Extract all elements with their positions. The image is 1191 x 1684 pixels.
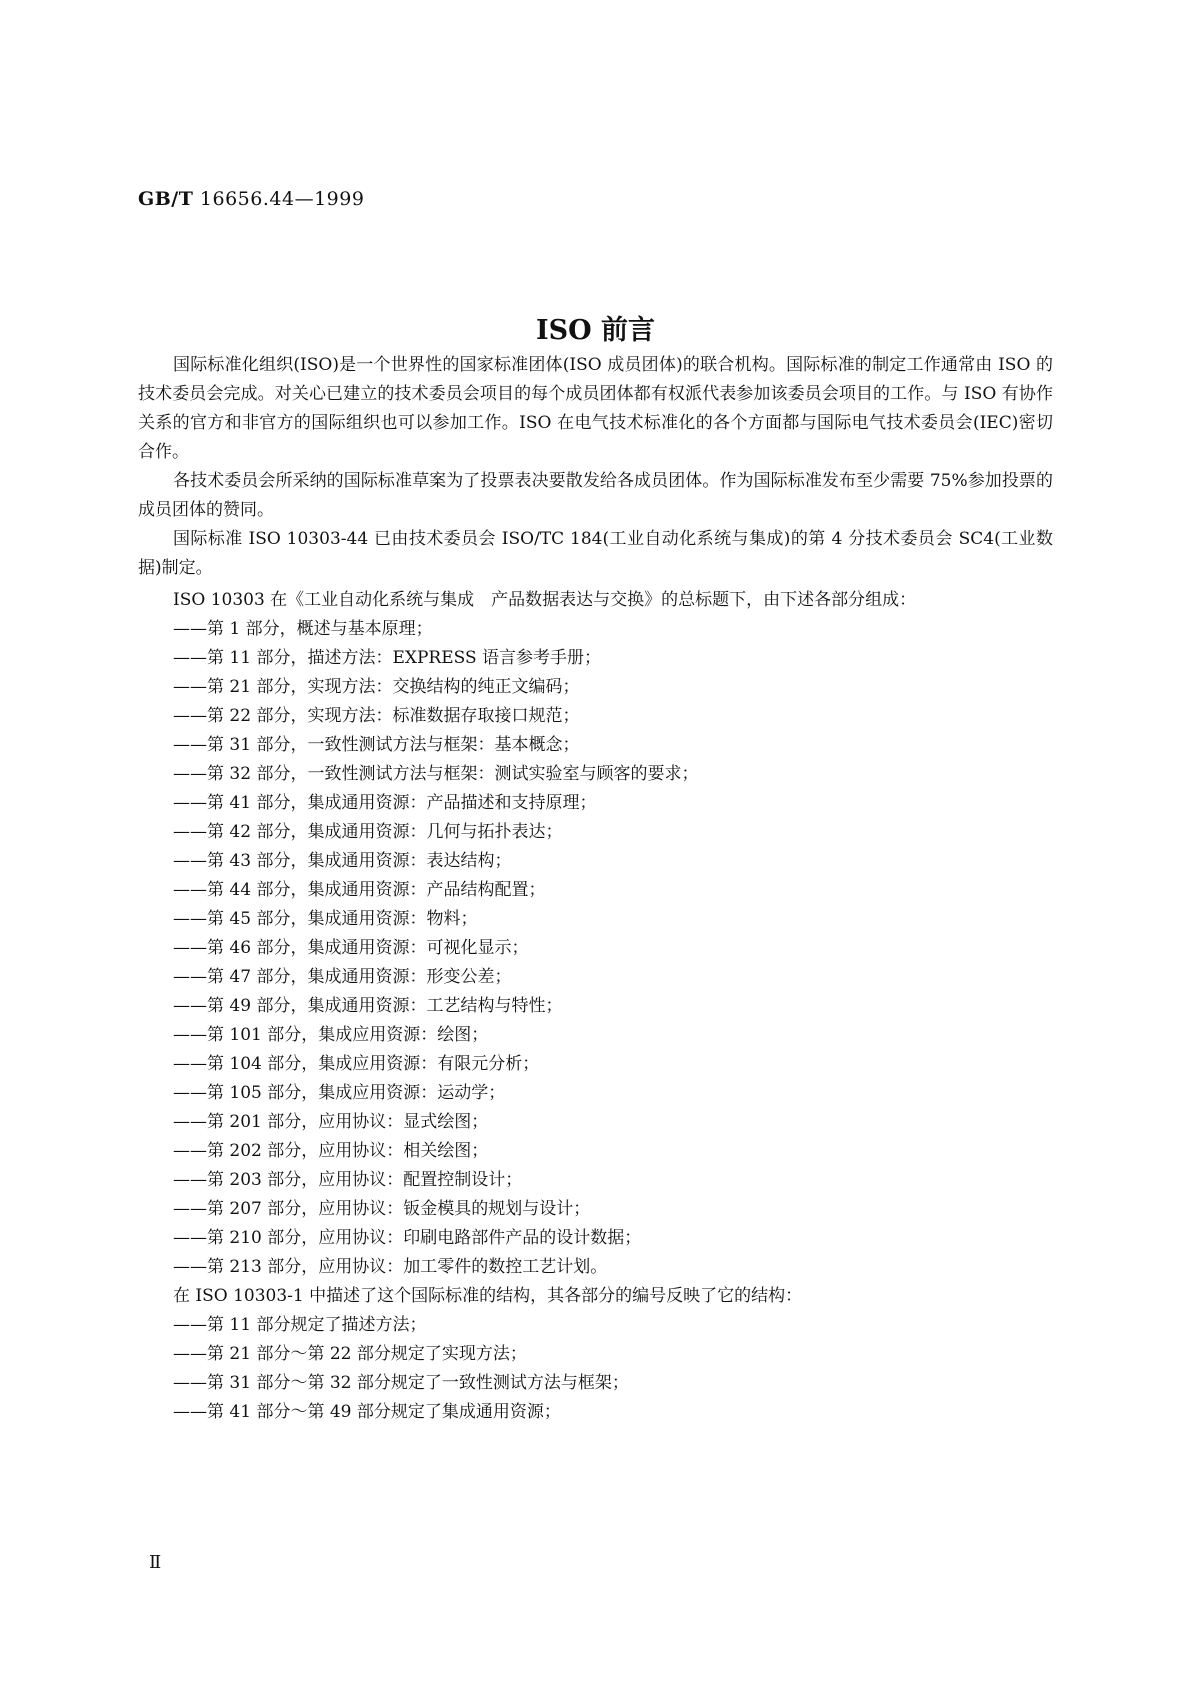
list-item: ——第 213 部分，应用协议：加工零件的数控工艺计划。: [173, 1257, 608, 1277]
list-item: ——第 21 部分～第 22 部分规定了实现方法；: [173, 1344, 527, 1364]
paragraph-3: 国际标准 ISO 10303-44 已由技术委员会 ISO/TC 184(工业自动化系统与集成)的第 4 分技术委员会 SC4(工业数据)制定。: [138, 529, 1053, 578]
list-item: ——第 41 部分～第 49 部分规定了集成通用资源；: [173, 1402, 561, 1422]
structure-line: 在 ISO 10303-1 中描述了这个国际标准的结构，其各部分的编号反映了它的结构：: [173, 1286, 803, 1306]
list-item: ——第 47 部分，集成通用资源：形变公差；: [173, 967, 512, 987]
list-item: ——第 101 部分，集成应用资源：绘图；: [173, 1025, 489, 1045]
list-item: ——第 31 部分～第 32 部分规定了一致性测试方法与框架；: [173, 1373, 629, 1393]
list-item: ——第 210 部分，应用协议：印刷电路部件产品的设计数据；: [173, 1228, 642, 1248]
list-item: ——第 202 部分，应用协议：相关绘图；: [173, 1141, 489, 1161]
list-item: ——第 22 部分，实现方法：标准数据存取接口规范；: [173, 706, 580, 726]
list-item: ——第 32 部分，一致性测试方法与框架：测试实验室与顾客的要求；: [173, 764, 699, 784]
page-title: ISO 前言: [535, 315, 656, 346]
list-item: ——第 45 部分，集成通用资源：物料；: [173, 909, 478, 929]
list-item: ——第 1 部分，概述与基本原理；: [173, 619, 433, 639]
list-item: ——第 201 部分，应用协议：显式绘图；: [173, 1112, 489, 1132]
list-item: ——第 21 部分，实现方法：交换结构的纯正文编码；: [173, 677, 580, 697]
list-item: ——第 31 部分，一致性测试方法与框架：基本概念；: [173, 735, 580, 755]
list-item: ——第 11 部分，描述方法：EXPRESS 语言参考手册；: [173, 648, 601, 668]
list-item: ——第 41 部分，集成通用资源：产品描述和支持原理；: [173, 793, 597, 813]
paragraph-1: 国际标准化组织(ISO)是一个世界性的国家标准团体(ISO 成员团体)的联合机构。国际标准的制定工作通常由 ISO 的技术委员会完成。对关心已建立的技术委员会项目的每个成员团体都有权派代表参加该委员会项目的工作。与 ISO 有协作关系的官方和非官方的国际组织也可以参加工作。ISO 在电气技术标准化的各个方面都与国际电气技术委员会(IEC)密切合作。: [138, 355, 1053, 462]
document-header: [138, 188, 364, 210]
list-item: ——第 11 部分规定了描述方法；: [173, 1315, 427, 1335]
list-item: ——第 43 部分，集成通用资源：表达结构；: [173, 851, 512, 871]
list-item: ——第 44 部分，集成通用资源：产品结构配置；: [173, 880, 546, 900]
list-item: ——第 42 部分，集成通用资源：几何与拓扑表达；: [173, 822, 563, 842]
doc-number: 16656.44—1999: [199, 188, 365, 210]
intro-line: ISO 10303 在《工业自动化系统与集成 产品数据表达与交换》的总标题下，由下述各部分组成：: [173, 590, 917, 610]
doc-prefix: GB/T: [138, 188, 194, 210]
list-item: ——第 46 部分，集成通用资源：可视化显示；: [173, 938, 529, 958]
list-item: ——第 104 部分，集成应用资源：有限元分析；: [173, 1054, 540, 1074]
paragraph-2: 各技术委员会所采纳的国际标准草案为了投票表决要散发给各成员团体。作为国际标准发布至少需要 75%参加投票的成员团体的赞同。: [138, 471, 1053, 520]
list-item: ——第 203 部分，应用协议：配置控制设计；: [173, 1170, 523, 1190]
list-item: ——第 207 部分，应用协议：钣金模具的规划与设计；: [173, 1199, 591, 1219]
list-item: ——第 49 部分，集成通用资源：工艺结构与特性；: [173, 996, 563, 1016]
page-number: Ⅱ: [149, 1552, 162, 1573]
list-item: ——第 105 部分，集成应用资源：运动学；: [173, 1083, 506, 1103]
